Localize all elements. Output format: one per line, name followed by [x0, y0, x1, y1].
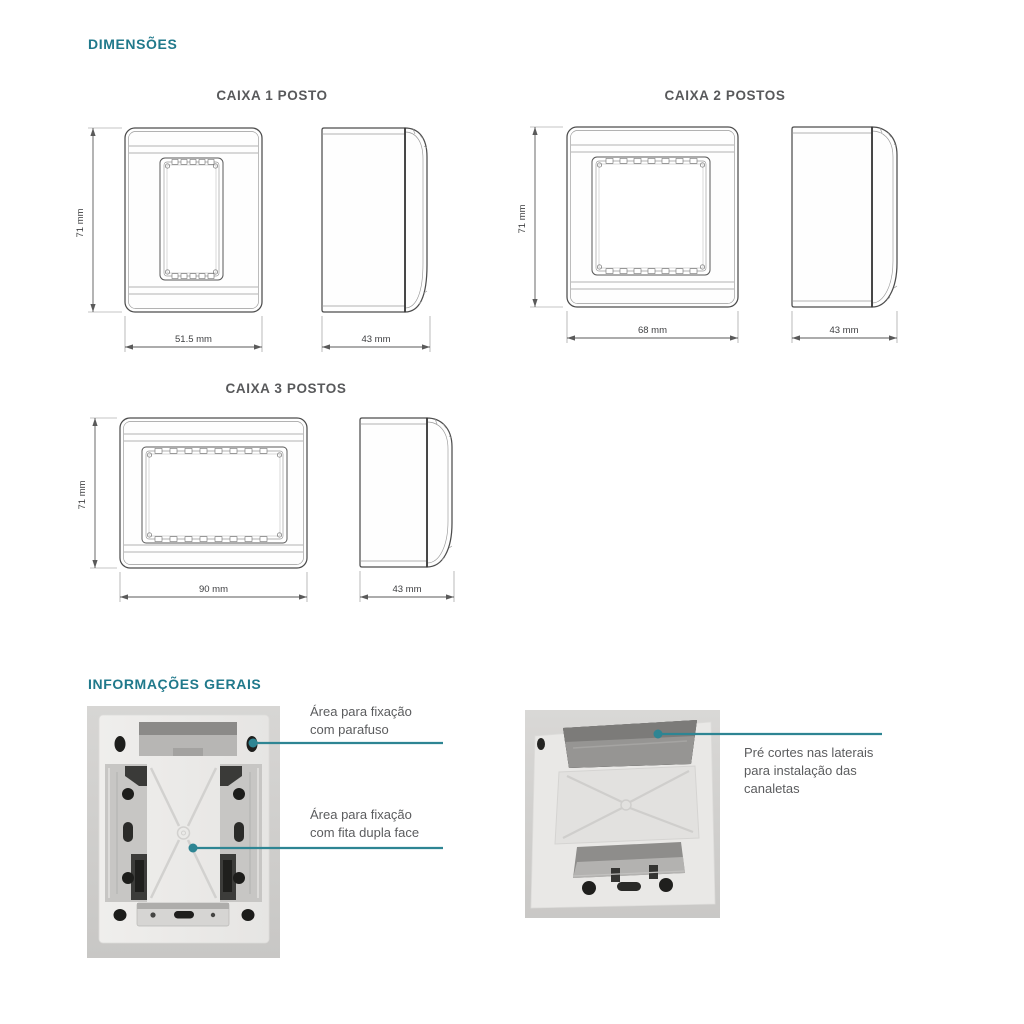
caixa-1-depth-dimension: [322, 316, 430, 352]
caixa-1-front-view-drawing: [70, 115, 275, 360]
caixa-2-width-label: 68 mm: [637, 325, 668, 336]
caixa-1-width-dimension: [125, 316, 262, 352]
precut-annotation: Pré cortes nas laterais para instalação das canaletas: [744, 745, 874, 796]
caixa-2-front-view-drawing: [515, 115, 750, 350]
caixa-1-title: CAIXA 1 POSTO: [216, 88, 328, 103]
caixa-3-height-dimension: [77, 418, 117, 568]
caixa-2-window-frame: [592, 157, 710, 275]
caixa-1-width-label: 51.5 mm: [175, 334, 212, 345]
screw-hole-top-right: [247, 736, 258, 752]
caixa-3-side-outline: [360, 418, 452, 567]
dimensions-section-title: DIMENSÕES: [88, 36, 178, 52]
tape-area-annotation: Área para fixação com fita dupla face: [310, 807, 420, 840]
caixa-3-title: CAIXA 3 POSTOS: [225, 381, 347, 396]
general-info-section-title: INFORMAÇÕES GERAIS: [88, 676, 262, 692]
caixa-3-front-view-drawing: [75, 403, 325, 615]
caixa-2-height-dimension: [517, 127, 563, 307]
screw-hole-top-left: [115, 736, 126, 752]
caixa-2-depth-dimension: [792, 311, 897, 343]
caixa-3-side-view-drawing: [350, 403, 465, 615]
caixa-2-height-label: 71 mm: [517, 204, 528, 234]
top-opening-walls: [563, 720, 697, 768]
caixa-2-side-view-drawing: [780, 115, 910, 350]
x-ridge-pattern-tilted: [555, 766, 699, 844]
caixa-1-depth-label: 43 mm: [361, 334, 391, 345]
caixa-3-height-label: 71 mm: [77, 480, 88, 510]
caixa-2-side-outline: [792, 127, 897, 307]
caixa-3-width-dimension: [120, 572, 307, 602]
caixa-3-window-frame: [142, 447, 287, 543]
box-back-bottom-recess: [137, 903, 229, 926]
caixa-2-title: CAIXA 2 POSTOS: [664, 88, 786, 103]
caixa-1-side-outline: [322, 128, 427, 312]
screw-hole-left: [537, 738, 545, 750]
right-rail: [220, 764, 262, 902]
caixa-1-window-frame: [160, 158, 223, 280]
caixa-3-depth-dimension: [360, 571, 454, 602]
lower-opening: [573, 842, 685, 878]
caixa-1-height-dimension: [75, 128, 122, 312]
screw-hole-bottom-right: [242, 909, 255, 921]
left-rail: [105, 764, 147, 902]
box-back-photo: [87, 706, 280, 958]
caixa-1-side-view-drawing: [310, 115, 445, 360]
caixa-2-width-dimension: [567, 311, 738, 343]
caixa-2-depth-label: 43 mm: [829, 325, 859, 336]
caixa-3-depth-label: 43 mm: [392, 584, 422, 595]
caixa-3-width-label: 90 mm: [198, 584, 229, 595]
box-precut-photo: [525, 710, 720, 918]
screw-hole-bottom-left: [114, 909, 127, 921]
screw-area-annotation: Área para fixação com parafuso: [310, 704, 412, 737]
caixa-1-height-label: 71 mm: [75, 208, 86, 238]
box-back-top-recess: [139, 722, 237, 756]
